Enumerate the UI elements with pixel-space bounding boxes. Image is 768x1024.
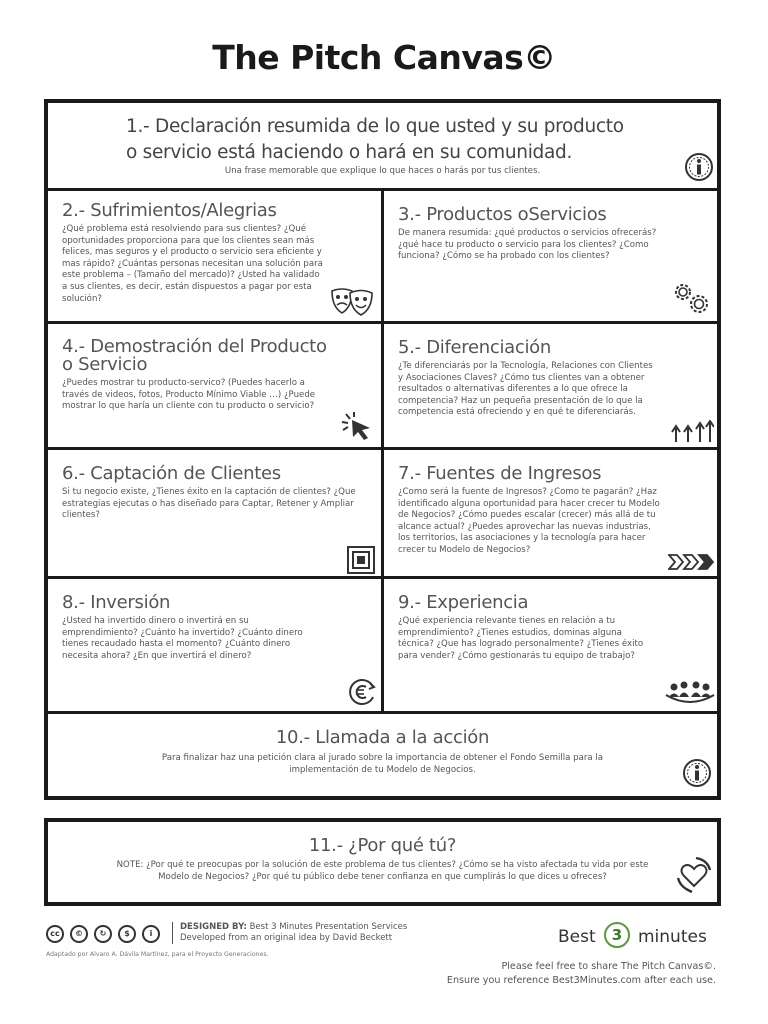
box-call-to-action-title: 10.- Llamada a la acción: [275, 727, 490, 748]
share-alike-icon: ↻: [94, 925, 112, 943]
share-note-line1: Please feel free to share The Pitch Canvas©.: [501, 961, 716, 972]
heart-hands-icon: [676, 856, 712, 894]
attribution-icon: i: [142, 925, 160, 943]
license-icons: [46, 923, 170, 945]
box-why-you-title: 11.- ¿Por qué tú?: [308, 835, 457, 856]
box-pains-gains-text: ¿Qué problema está resolviendo para sus clientes? ¿Qué oportunidades proporciona para que los clientes sean más felices, mas seguros y el producto o servicio sera eficiente y mas rápido? ¿Cuántas personas necesitan una solución para este problema – (Tamaño del mercado)? ¿Usted ha validado a sus clientes, es decir, están dispuestos a pagar por esta solución?: [62, 224, 323, 304]
adapted-note: Adaptado por Alvaro A. Dávila Martínez, para el Proyecto Generaciones.: [46, 951, 269, 958]
target-square-icon: [346, 545, 376, 575]
box-customer-acquisition: [48, 450, 381, 576]
best3minutes-logo: [558, 922, 728, 954]
theater-masks-icon: [330, 285, 374, 317]
cursor-click-icon: [340, 410, 374, 442]
designed-by-label: DESIGNED BY:: [180, 922, 247, 932]
box-statement-text: Una frase memorable que explique lo que haces o harás por tus clientes.: [224, 166, 541, 176]
box-statement: [48, 103, 717, 188]
box-revenue-streams: [384, 450, 717, 576]
box-differentiation: [384, 324, 717, 447]
box-products-services: [384, 191, 717, 321]
box-demo-title-line2: o Servicio: [62, 354, 148, 375]
box-call-to-action: [48, 714, 717, 796]
box-differentiation-text: ¿Te diferenciarás por la Tecnología, Relaciones con Clientes y Asociaciones Claves? ¿Cómo tus clientes van a obtener resultados o alternativas diferentes a lo que ofrece la competencia? Haz un pequeña presentación de lo que la competencia está ofreciendo y en qué te diferenciarás.: [398, 361, 653, 418]
box-revenue-streams-title: 7.- Fuentes de Ingresos: [398, 463, 602, 484]
box-revenue-streams-text: ¿Como será la fuente de Ingresos? ¿Como te pagarán? ¿Haz identificado alguna oportunidad para hacer crecer tu Modelo de Negocios? ¿Cómo puedes escalar (crecer) más allá de tu alcance actual? ¿Puedes aprovechar las nuevas industrias, los territorios, las asociaciones y la tecnología para hacer crecer tu Modelo de Negocios?: [398, 487, 660, 555]
box-demo-title-line1: 4.- Demostración del Producto: [62, 336, 327, 357]
cc-icon: cc: [46, 925, 64, 943]
designed-by-value: Best 3 Minutes Presentation Services: [249, 922, 408, 932]
copy-icon: ©: [70, 925, 88, 943]
gears-icon: [670, 279, 712, 317]
box-differentiation-title: 5.- Diferenciación: [398, 337, 551, 358]
box-why-you-text-line2: Modelo de Negocios? ¿Por qué tu público debe tener confianza en que cumplirás lo que dices u ofreces?: [158, 871, 607, 882]
logo-number-badge: [604, 922, 630, 948]
non-commercial-icon: $: [118, 925, 136, 943]
box-call-to-action-text-line1: Para finalizar haz una petición clara al jurado sobre la importancia de obtener el Fondo Semilla para la: [161, 753, 604, 763]
share-note-line2: Ensure you reference Best3Minutes.com after each use.: [446, 975, 716, 986]
designed-by: [180, 922, 407, 932]
logo-text-right: minutes: [638, 927, 707, 947]
box-investment-title: 8.- Inversión: [62, 592, 171, 613]
box-experience: [384, 579, 717, 711]
logo-text-left: Best: [558, 927, 596, 947]
box-why-you-text-line1: NOTE: ¿Por qué te preocupas por la solución de este problema de tus clientes? ¿Cómo se ha visto afectada tu vida por este: [116, 860, 649, 870]
box-customer-acquisition-text: Si tu negocio existe, ¿Tienes éxito en la captación de clientes? ¿Que estrategias ejecutas o has diseñado para Captar, Retener y Ampliar clientes?: [62, 487, 356, 521]
developed-from: Developed from an original idea by David Beckett: [180, 933, 393, 943]
pitch-canvas-grid: [44, 99, 721, 800]
box-customer-acquisition-title: 6.- Captación de Clientes: [62, 463, 281, 484]
info-icon: [682, 758, 712, 788]
box-call-to-action-text-line2: implementación de tu Modelo de Negocios.: [289, 764, 476, 775]
team-icon: [664, 679, 716, 707]
box-products-services-text: De manera resumida: ¿qué productos o servicios ofrecerás? ¿qué hace tu producto o servicio para los clientes? ¿Como funciona? ¿Cómo se ha probado con los clientes?: [398, 228, 657, 262]
divider: [172, 922, 173, 944]
box-pains-gains-title: 2.- Sufrimientos/Alegrias: [62, 200, 277, 221]
box-demo-text: ¿Puedes mostrar tu producto-servico? (Puedes hacerlo a través de videos, fotos, Producto Mínimo Viable …) ¿Puede mostrar lo que haría un cliente con tu producto o servicio?: [62, 378, 316, 412]
logo-number: 3: [611, 926, 623, 944]
box-experience-title: 9.- Experiencia: [398, 592, 529, 613]
box-products-services-title: 3.- Productos oServicios: [398, 204, 607, 225]
info-icon: [684, 152, 714, 182]
box-demo: [48, 324, 381, 447]
box-why-you: [44, 818, 721, 906]
euro-cycle-icon: [346, 677, 378, 707]
box-statement-title-line1: 1.- Declaración resumida de lo que usted y su producto: [126, 116, 624, 137]
arrows-right-icon: [668, 552, 716, 572]
box-experience-text: ¿Qué experiencia relevante tienes en relación a tu emprendimiento? ¿Tienes estudios, dominas alguna técnica? ¿Que has logrado personalmente? ¿Tienes éxito para vender? ¿Cómo gestionarás tu equipo de trabajo?: [398, 616, 644, 661]
box-investment-text: ¿Usted ha invertido dinero o invertirá en su emprendimiento? ¿Cuánto ha invertido? ¿Cuánto dinero tienes recaudado hasta el momento? ¿Cuánto dinero necesita ahora? ¿En que invertirá el dinero?: [62, 616, 303, 661]
arrows-up-icon: [670, 420, 714, 444]
box-pains-gains: [48, 191, 381, 321]
box-investment: [48, 579, 381, 711]
box-statement-title-line2: o servicio está haciendo o hará en su comunidad.: [126, 142, 573, 163]
page-title: The Pitch Canvas©: [212, 38, 556, 77]
